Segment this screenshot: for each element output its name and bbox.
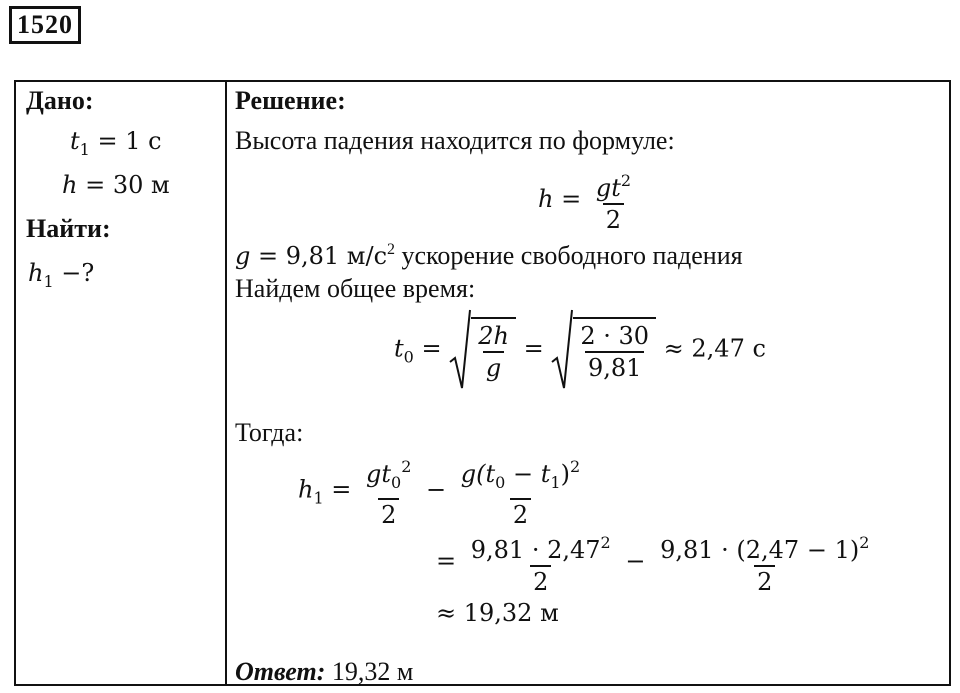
- solution-table: [14, 80, 951, 686]
- sqrt-symbol: $\frac{2h}{g}$: [449, 308, 516, 392]
- formula-h1-symbolic: $h_1$ = $\frac{gt_0^2}{2}$ − $\frac{g(t_0 - t_1)^2}{2}$: [298, 457, 581, 529]
- solution-text-total-time: Найдем общее время:: [235, 274, 476, 303]
- solution-heading: Решение:: [235, 86, 346, 115]
- column-divider: [225, 82, 227, 684]
- answer: Ответ: 19,32 м: [235, 657, 414, 686]
- fraction: $\frac{gt^2}{2}$: [595, 171, 632, 234]
- formula-height: h = $\frac{gt^2}{2}$: [538, 166, 638, 235]
- formula-total-time: $t_0$ = $\frac{2h}{g}$ = $\frac{2 \cdot 30}{9,81}$ ≈ 2,47 с: [394, 308, 766, 392]
- formula-h1-result: ≈ 19,32 м: [436, 599, 559, 627]
- find-h1: $h_1$ −?: [28, 259, 95, 291]
- solution-text-then: Тогда:: [235, 418, 304, 447]
- given-t1: $t_1 = 1$ с: [70, 127, 162, 159]
- formula-h1-numeric: = $\frac{9,81 \cdot 2,47^2}{2}$ − $\frac{9,81 \cdot (2,47 - 1)^2}{2}$: [436, 533, 870, 596]
- given-heading: Дано:: [26, 86, 94, 115]
- solution-text-formula-intro: Высота падения находится по формуле:: [235, 126, 675, 155]
- find-heading: Найти:: [26, 214, 111, 243]
- sqrt-symbol: $\frac{2 \cdot 30}{9,81}$: [551, 308, 656, 392]
- given-h: h = 30 м: [62, 171, 170, 199]
- problem-number: 1520: [9, 6, 81, 44]
- g-line: g = 9,81 $м/с^2$ ускорение свободного падения: [235, 241, 743, 270]
